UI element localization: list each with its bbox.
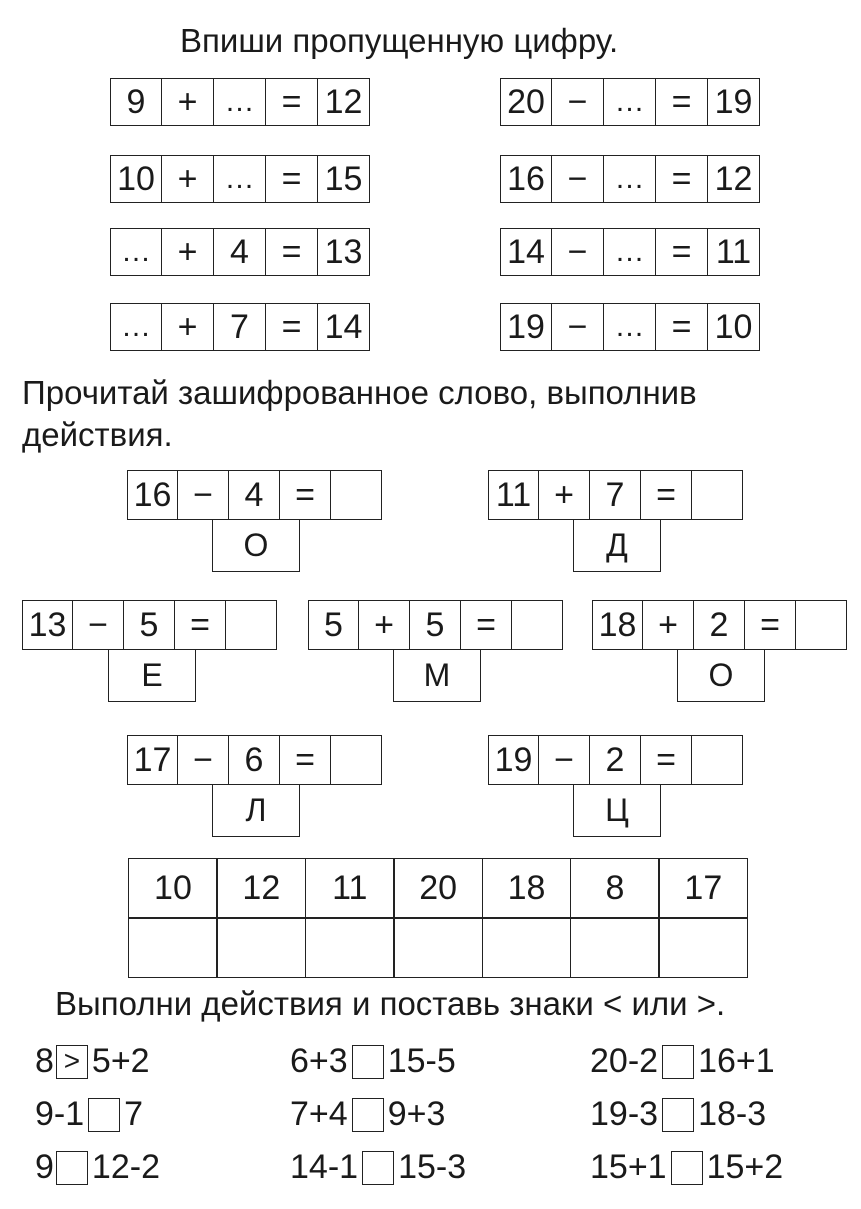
answer-cell[interactable] <box>692 735 743 785</box>
equation-cell: 6 <box>229 735 280 785</box>
answer-number-cell: 20 <box>393 858 483 919</box>
equation-cell: = <box>656 228 708 276</box>
comparison-item <box>290 1042 456 1081</box>
comparison-item <box>35 1095 143 1134</box>
missing-digit-cell[interactable]: … <box>604 155 656 203</box>
equation-cell: 16 <box>500 155 552 203</box>
equation-cell: = <box>641 470 692 520</box>
cipher-equation-2 <box>488 470 743 520</box>
equation-left-3 <box>110 228 370 276</box>
equation-right-3 <box>500 228 760 276</box>
equation-cell: 19 <box>488 735 539 785</box>
equation-cell: = <box>656 155 708 203</box>
equation-cell: − <box>178 470 229 520</box>
answer-number-cell: 8 <box>570 858 660 919</box>
equation-cell: 19 <box>500 303 552 351</box>
equation-cell: 4 <box>214 228 266 276</box>
sign-box[interactable] <box>56 1151 88 1185</box>
comparison-right: 15-5 <box>387 1042 456 1080</box>
sign-box[interactable]: > <box>56 1045 88 1079</box>
answer-number-cell: 18 <box>482 858 572 919</box>
cipher-letter: Е <box>108 650 196 702</box>
equation-cell: 5 <box>124 600 175 650</box>
equation-cell: 16 <box>127 470 178 520</box>
cipher-equation-1 <box>127 470 382 520</box>
equation-cell: 2 <box>694 600 745 650</box>
equation-right-2 <box>500 155 760 203</box>
equation-cell: 14 <box>500 228 552 276</box>
comparison-item <box>590 1042 775 1081</box>
answer-letter-cell[interactable] <box>216 917 306 978</box>
equation-left-2 <box>110 155 370 203</box>
comparison-right: 18-3 <box>698 1095 767 1133</box>
task2-title-line2: действия. <box>22 416 173 453</box>
answer-cell[interactable] <box>331 735 382 785</box>
equation-cell: + <box>643 600 694 650</box>
equation-cell: 14 <box>318 303 370 351</box>
comparison-left: 20-2 <box>590 1042 659 1080</box>
task3-title: Выполни действия и поставь знаки < или >. <box>55 985 726 1022</box>
equation-cell: 13 <box>318 228 370 276</box>
comparison-left: 7+4 <box>290 1095 348 1133</box>
comparison-item <box>290 1095 445 1134</box>
equation-cell: 18 <box>592 600 643 650</box>
equation-cell: 11 <box>708 228 760 276</box>
equation-cell: − <box>178 735 229 785</box>
equation-cell: 7 <box>590 470 641 520</box>
equation-cell: + <box>162 303 214 351</box>
equation-cell: 2 <box>590 735 641 785</box>
cipher-letter: Ц <box>573 785 661 837</box>
missing-digit-cell[interactable]: … <box>110 228 162 276</box>
comparison-left: 8 <box>35 1042 54 1080</box>
equation-right-4 <box>500 303 760 351</box>
comparison-left: 19-3 <box>590 1095 659 1133</box>
answer-number-cell: 12 <box>216 858 306 919</box>
equation-left-4 <box>110 303 370 351</box>
equation-cell: + <box>539 470 590 520</box>
equation-cell: 11 <box>488 470 539 520</box>
answer-letter-cell[interactable] <box>393 917 483 978</box>
missing-digit-cell[interactable]: … <box>604 303 656 351</box>
equation-cell: = <box>461 600 512 650</box>
answer-letter-cell[interactable] <box>658 917 748 978</box>
equation-cell: 5 <box>410 600 461 650</box>
equation-right-1 <box>500 78 760 126</box>
cipher-equation-6 <box>127 735 382 785</box>
cipher-equation-4 <box>308 600 563 650</box>
equation-cell: − <box>539 735 590 785</box>
equation-cell: = <box>656 303 708 351</box>
comparison-left: 14-1 <box>290 1148 359 1186</box>
cipher-equation-3 <box>22 600 277 650</box>
comparison-left: 6+3 <box>290 1042 348 1080</box>
answer-letter-cell[interactable] <box>482 917 572 978</box>
equation-cell: + <box>359 600 410 650</box>
cipher-letter: О <box>212 520 300 572</box>
equation-cell: − <box>73 600 124 650</box>
cipher-letter: О <box>677 650 765 702</box>
missing-digit-cell[interactable]: … <box>604 78 656 126</box>
comparison-right: 12-2 <box>91 1148 160 1186</box>
comparison-right: 15+2 <box>706 1148 784 1186</box>
equation-cell: 10 <box>110 155 162 203</box>
comparison-right: 16+1 <box>698 1042 775 1080</box>
equation-cell: = <box>280 470 331 520</box>
answer-cell[interactable] <box>512 600 563 650</box>
equation-cell: 15 <box>318 155 370 203</box>
comparison-left: 9-1 <box>35 1095 85 1133</box>
equation-cell: 20 <box>500 78 552 126</box>
equation-cell: − <box>552 78 604 126</box>
sign-box[interactable] <box>671 1151 703 1185</box>
equation-cell: = <box>280 735 331 785</box>
answer-number-cell: 11 <box>305 858 395 919</box>
equation-cell: 4 <box>229 470 280 520</box>
equation-cell: − <box>552 228 604 276</box>
equation-cell: = <box>641 735 692 785</box>
comparison-right: 7 <box>124 1095 144 1133</box>
equation-cell: + <box>162 155 214 203</box>
cipher-letter: Л <box>212 785 300 837</box>
equation-cell: − <box>552 155 604 203</box>
equation-cell: = <box>656 78 708 126</box>
missing-digit-cell[interactable]: … <box>214 78 266 126</box>
sign-box[interactable] <box>362 1151 394 1185</box>
equation-cell: 12 <box>708 155 760 203</box>
task2-title-line1: Прочитай зашифрованное слово, выполнив <box>22 374 697 411</box>
equation-cell: 7 <box>214 303 266 351</box>
equation-cell: = <box>745 600 796 650</box>
comparison-item <box>35 1148 160 1187</box>
answer-letter-cell[interactable] <box>128 917 218 978</box>
equation-cell: − <box>552 303 604 351</box>
comparison-right: 5+2 <box>91 1042 150 1080</box>
equation-cell: + <box>162 228 214 276</box>
equation-cell: 17 <box>127 735 178 785</box>
sign-box[interactable] <box>352 1098 384 1132</box>
comparison-item <box>590 1095 766 1134</box>
equation-cell: 19 <box>708 78 760 126</box>
equation-left-1 <box>110 78 370 126</box>
equation-cell: = <box>266 303 318 351</box>
equation-cell: = <box>266 228 318 276</box>
answer-cell[interactable] <box>796 600 847 650</box>
task1-title: Впиши пропущенную цифру. <box>180 22 619 59</box>
comparison-right: 15-3 <box>398 1148 467 1186</box>
comparison-left: 15+1 <box>590 1148 667 1186</box>
equation-cell: = <box>266 78 318 126</box>
sign-box[interactable] <box>662 1098 694 1132</box>
sign-box[interactable] <box>662 1045 694 1079</box>
cipher-equation-7 <box>488 735 743 785</box>
answer-cell[interactable] <box>692 470 743 520</box>
answer-number-cell: 17 <box>658 858 748 919</box>
cipher-letter: М <box>393 650 481 702</box>
equation-cell: = <box>175 600 226 650</box>
equation-cell: 10 <box>708 303 760 351</box>
equation-cell: = <box>266 155 318 203</box>
cipher-letter: Д <box>573 520 661 572</box>
sign-box[interactable] <box>88 1098 120 1132</box>
equation-cell: 5 <box>308 600 359 650</box>
equation-cell: 12 <box>318 78 370 126</box>
equation-cell: 9 <box>110 78 162 126</box>
comparison-left: 9 <box>35 1148 54 1186</box>
answer-number-cell: 10 <box>128 858 218 919</box>
answer-letter-cell[interactable] <box>570 917 660 978</box>
missing-digit-cell[interactable]: … <box>214 155 266 203</box>
missing-digit-cell[interactable]: … <box>604 228 656 276</box>
answer-letter-cell[interactable] <box>305 917 395 978</box>
comparison-item <box>590 1148 783 1187</box>
equation-cell: 13 <box>22 600 73 650</box>
equation-cell: + <box>162 78 214 126</box>
answer-cell[interactable] <box>331 470 382 520</box>
sign-box[interactable] <box>352 1045 384 1079</box>
comparison-right: 9+3 <box>387 1095 446 1133</box>
comparison-item <box>35 1042 150 1081</box>
missing-digit-cell[interactable]: … <box>110 303 162 351</box>
comparison-item <box>290 1148 466 1187</box>
answer-cell[interactable] <box>226 600 277 650</box>
cipher-equation-5 <box>592 600 847 650</box>
